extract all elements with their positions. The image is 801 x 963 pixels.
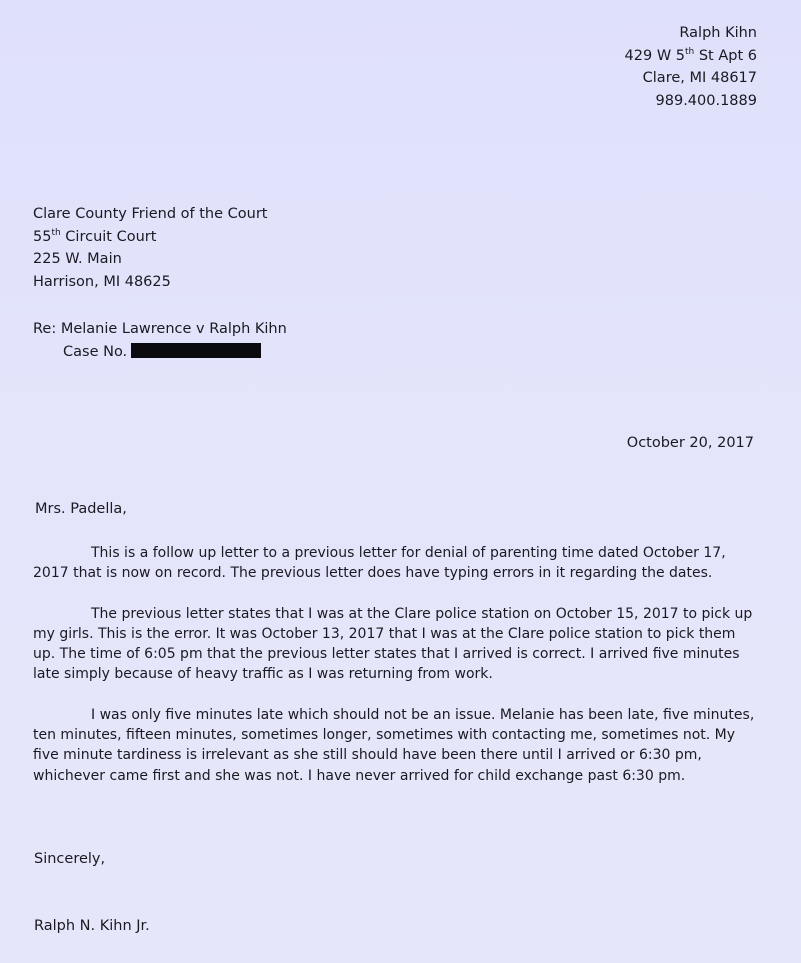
recipient-court — [33, 226, 268, 249]
recipient-court-number: 55 — [33, 228, 52, 245]
redaction-bar — [131, 343, 261, 358]
recipient-address-block — [33, 203, 268, 293]
re-line: Re: Melanie Lawrence v Ralph Kihn — [33, 321, 287, 337]
sender-phone: 989.400.1889 — [655, 92, 757, 109]
sender-street-number: 429 W 5 — [624, 47, 685, 64]
letter-date: October 20, 2017 — [626, 435, 754, 451]
re-block — [33, 318, 287, 363]
recipient-court-rest: Circuit Court — [60, 228, 157, 245]
signature-name: Ralph N. Kihn Jr. — [34, 918, 150, 934]
body-paragraph-1: This is a follow up letter to a previous letter for denial of parenting time dated October 17, 2017 that is now on record. The previous letter does have typing errors in it regarding the dates. — [33, 545, 726, 582]
recipient-name: Clare County Friend of the Court — [33, 206, 268, 222]
sender-city: Clare, MI 48617 — [642, 70, 757, 86]
salutation: Mrs. Padella, — [35, 501, 127, 517]
case-number-line — [33, 341, 287, 364]
sender-name: Ralph Kihn — [679, 25, 757, 41]
case-label: Case No. — [63, 343, 128, 360]
sender-street-suffix: th — [685, 46, 695, 57]
body-paragraph-3: I was only five minutes late which should not be an issue. Melanie has been late, five minutes, ten minutes, fifteen minutes, sometimes longer, sometimes with contacting me, sometimes not. My five minute tardiness is irrelevant as she still should have been there until I arrived or 6:30 pm, whichever came first and she was not. I have never arrived for child exchange past 6:30 pm. — [33, 706, 755, 784]
recipient-court-suffix: th — [51, 227, 61, 238]
closing: Sincerely, — [34, 851, 106, 867]
body-paragraph-2: The previous letter states that I was at the Clare police station on October 15, 2017 to pick up my girls. This is the error. It was October 13, 2017 that I was at the Clare police station to pick them up. The time of 6:05 pm that the previous letter states that I arrived is correct. I arrived five minutes late simply because of heavy traffic as I was returning from work. — [33, 605, 753, 683]
sender-street-rest: St Apt 6 — [694, 47, 757, 64]
recipient-street: 225 W. Main — [33, 251, 122, 267]
letter-body — [33, 543, 761, 806]
sender-address-block — [625, 22, 757, 112]
sender-street — [625, 45, 757, 68]
recipient-city: Harrison, MI 48625 — [33, 273, 171, 290]
